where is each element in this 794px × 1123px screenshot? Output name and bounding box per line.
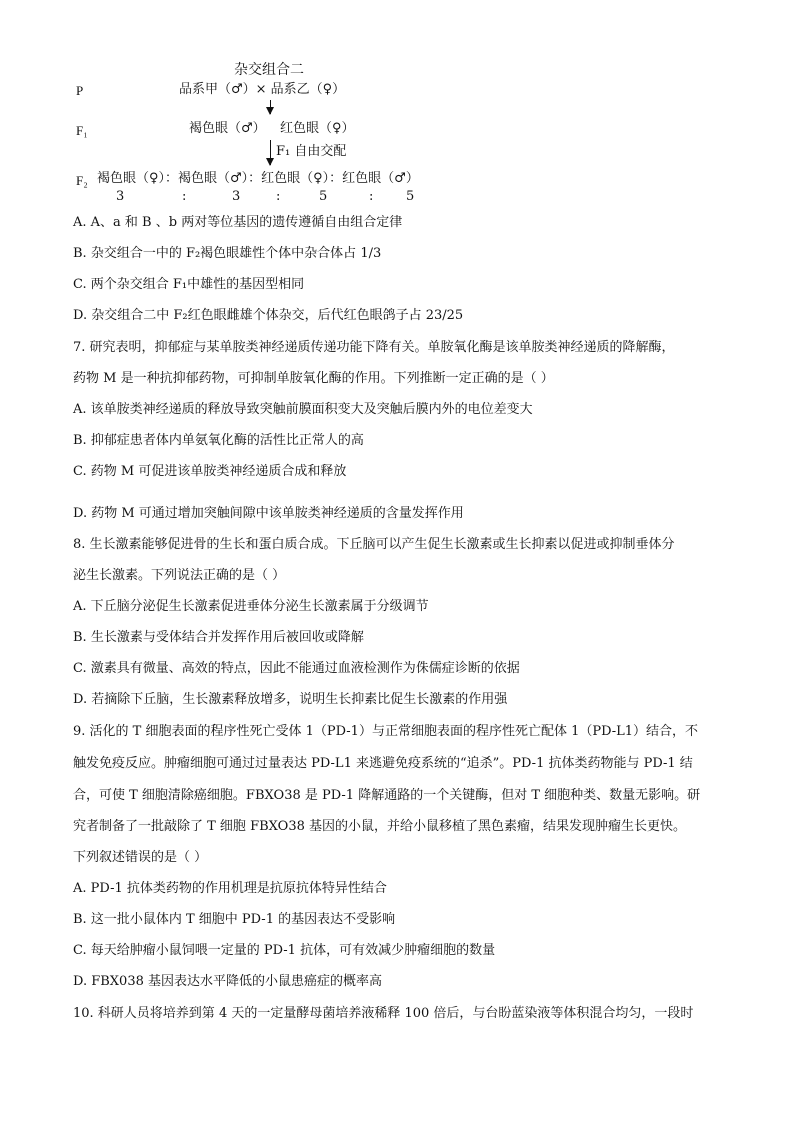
q8-option-d: D. 若摘除下丘脑，生长激素释放增多，说明生长抑素比促生长激素的作用强	[73, 692, 508, 707]
q9-option-c: C. 每天给肿瘤小鼠饲喂一定量的 PD-1 抗体，可有效减少肿瘤细胞的数量	[73, 943, 496, 958]
q6-option-b: B. 杂交组合一中的 F₂褐色眼雄性个体中杂合体占 1/3	[73, 246, 382, 261]
f2-phenotypes: 褐色眼（♀）：褐色眼（♂）：红色眼（♀）：红色眼（♂）	[97, 171, 419, 186]
f2-ratio-value: 5	[406, 189, 415, 204]
f2-ratio-colon: :	[182, 189, 187, 204]
q9-stem-line: 合，可使 T 细胞清除癌细胞。FBXO38 是 PD-1 降解通路的一个关键酶，但对 T 细胞种类、数量无影响。研	[73, 788, 701, 803]
p-generation-label: P	[76, 83, 84, 98]
q9-stem-line: 究者制备了一批敲除了 T 细胞 FBXO38 基因的小鼠，并给小鼠移植了黑色素瘤，结果发现肿瘤生长更快。	[73, 819, 687, 834]
q7-stem-line: 7. 研究表明，抑郁症与某单胺类神经递质传递功能下降有关。单胺氧化酶是该单胺类神经递质的降解酶，	[73, 340, 675, 355]
f1-female-phenotype: 红色眼（♀）	[280, 121, 355, 136]
q9-stem-line: 触发免疫反应。肿瘤细胞可通过过量表达 PD-L1 来逃避免疫系统的“追杀”。PD-1 抗体类药物能与 PD-1 结	[73, 756, 693, 771]
q6-option-c: C. 两个杂交组合 F₁中雄性的基因型相同	[73, 277, 305, 292]
f1-generation-label: F₁	[76, 123, 88, 138]
q7-option-b: B. 抑郁症患者体内单氨氧化酶的活性比正常人的高	[73, 433, 364, 448]
q9-stem-line: 下列叙述错误的是（ ）	[73, 850, 208, 865]
q8-option-a: A. 下丘脑分泌促生长激素促进垂体分泌生长激素属于分级调节	[73, 599, 429, 614]
f2-ratio-colon: :	[369, 189, 374, 204]
q9-option-a: A. PD-1 抗体类药物的作用机理是抗原抗体特异性结合	[73, 881, 387, 896]
q8-option-c: C. 激素具有微量、高效的特点，因此不能通过血液检测作为侏儒症诊断的依据	[73, 661, 520, 676]
f2-ratio-value: 3	[116, 189, 125, 204]
q8-stem-line: 泌生长激素。下列说法正确的是（ ）	[73, 568, 286, 583]
f2-ratio-value: 3	[232, 189, 241, 204]
q9-option-b: B. 这一批小鼠体内 T 细胞中 PD-1 的基因表达不受影响	[73, 912, 396, 927]
q9-option-d: D. FBX038 基因表达水平降低的小鼠患癌症的概率高	[73, 974, 382, 989]
q6-option-a: A. A、a 和 B 、b 两对等位基因的遗传遵循自由组合定律	[73, 215, 403, 230]
f2-ratio-value: 5	[319, 189, 328, 204]
f2-ratio-colon: :	[276, 189, 281, 204]
q9-stem-line: 9. 活化的 T 细胞表面的程序性死亡受体 1（PD-1）与正常细胞表面的程序性死亡配体 1（PD-L1）结合，不	[73, 724, 699, 739]
p-cross-text: 品系甲（♂）× 品系乙（♀）	[179, 82, 346, 97]
q7-stem-line: 药物 M 是一种抗抑郁药物，可抑制单胺氧化酶的作用。下列推断一定正确的是（ ）	[73, 371, 554, 386]
q7-option-a: A. 该单胺类神经递质的释放导致突触前膜面积变大及突触后膜内外的电位差变大	[73, 402, 533, 417]
arrow-p-to-f1	[270, 100, 271, 114]
q8-stem-line: 8. 生长激素能够促进骨的生长和蛋白质合成。下丘脑可以产生促生长激素或生长抑素以促进或抑制垂体分	[73, 537, 675, 552]
q6-option-d: D. 杂交组合二中 F₂红色眼雌雄个体杂交，后代红色眼鸽子占 23/25	[73, 308, 464, 323]
f2-generation-label: F₂	[76, 173, 88, 188]
q10-stem-line: 10. 科研人员将培养到第 4 天的一定量酵母菌培养液稀释 100 倍后，与台盼蓝染液等体积混合均匀，一段时	[73, 1006, 694, 1021]
arrow-f1-to-f2	[270, 140, 271, 165]
f1-mating-note: F₁ 自由交配	[276, 144, 347, 159]
q7-option-d: D. 药物 M 可通过增加突触间隙中该单胺类神经递质的含量发挥作用	[73, 506, 464, 521]
q7-option-c: C. 药物 M 可促进该单胺类神经递质合成和释放	[73, 464, 347, 479]
q8-option-b: B. 生长激素与受体结合并发挥作用后被回收或降解	[73, 630, 364, 645]
f1-male-phenotype: 褐色眼（♂）	[189, 121, 266, 136]
cross-title: 杂交组合二	[234, 62, 304, 78]
